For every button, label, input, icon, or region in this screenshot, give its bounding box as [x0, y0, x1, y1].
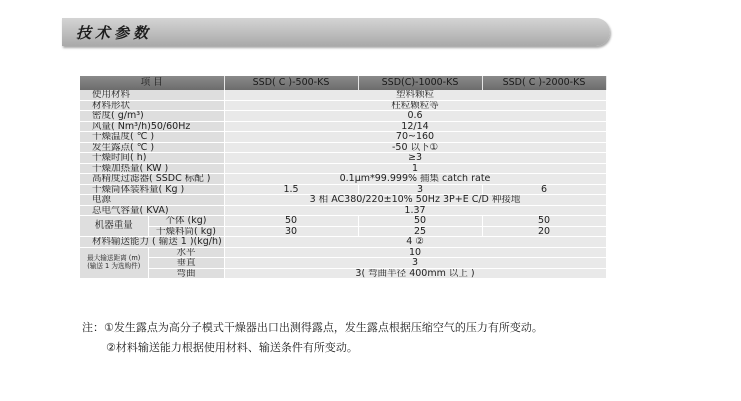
section-title: 技术参数 [76, 24, 153, 42]
row-label: 风量( Nm³/h)50/60Hz [80, 121, 224, 132]
row-label: 干燥温度( ℃ ) [80, 132, 224, 143]
note-2: ②材料输送能力根据使用材料、输送条件有所变动。 [106, 341, 358, 354]
table-row [80, 174, 606, 185]
cell-2000: 20 [482, 226, 606, 237]
row-label: 电源 [80, 195, 224, 206]
note-1 [82, 318, 543, 338]
row-group-label-line1: 最大输送距离 (m) [87, 254, 141, 263]
table-row [80, 90, 606, 100]
row-value: 1 [224, 163, 606, 174]
table-row [80, 237, 606, 248]
section-banner [62, 18, 610, 46]
table-row [80, 163, 606, 174]
header-item: 项 目 [80, 76, 224, 90]
table-row [80, 268, 606, 279]
row-sublabel: 个体 (kg) [148, 216, 224, 227]
row-value: 12/14 [224, 121, 606, 132]
row-value: 3 [224, 258, 606, 269]
table-row [80, 205, 606, 216]
table-row [80, 132, 606, 143]
table-row [80, 153, 606, 164]
cell-500: 30 [224, 226, 358, 237]
row-label: 总电气容量( KVA) [80, 205, 224, 216]
table-row [80, 258, 606, 269]
header-model-500: SSD( C )-500-KS [224, 76, 358, 90]
note-1-text: ①发生露点为高分子模式干燥器出口出测得露点，发生露点根据压缩空气的压力有所变动。 [104, 321, 543, 334]
row-label: 使用材料 [80, 90, 224, 100]
row-value: 1.37 [224, 205, 606, 216]
row-value: 塑料颗粒 [224, 90, 606, 100]
cell-1000: 25 [358, 226, 482, 237]
table-row [80, 121, 606, 132]
row-value: 0.6 [224, 111, 606, 122]
row-label: 干燥筒体装料量( Kg ) [80, 184, 224, 195]
table-row [80, 184, 606, 195]
row-label: 材料形状 [80, 100, 224, 111]
row-sublabel: 垂直 [148, 258, 224, 269]
row-value: 柱粒颗粒等 [224, 100, 606, 111]
table-row [80, 247, 606, 258]
row-value: 0.1μm*99.999% 捕集 catch rate [224, 174, 606, 185]
row-group-label [80, 247, 148, 279]
table-row [80, 195, 606, 206]
cell-1000: 50 [358, 216, 482, 227]
row-label: 材料输送能力 ( 输送 1 )(kg/h) [80, 237, 224, 248]
table-row [80, 100, 606, 111]
row-sublabel: 水平 [148, 247, 224, 258]
row-value: 10 [224, 247, 606, 258]
row-label: 高精度过滤器( SSDC 标配 ) [80, 174, 224, 185]
row-value: 3( 弯曲半径 400mm 以上 ) [224, 268, 606, 279]
cell-500: 1.5 [224, 184, 358, 195]
row-sublabel: 弯曲 [148, 268, 224, 279]
header-model-2000: SSD( C )-2000-KS [482, 76, 606, 90]
spec-table [80, 76, 607, 279]
table-row [80, 111, 606, 122]
row-label: 干燥时间( h) [80, 153, 224, 164]
row-value: 70~160 [224, 132, 606, 143]
row-value: 3 相 AC380/220±10% 50Hz 3P+E C/D 种接地 [224, 195, 606, 206]
table-header-row [80, 76, 606, 90]
note-prefix: 注： [82, 321, 104, 334]
cell-2000: 50 [482, 216, 606, 227]
row-value: -50 以下① [224, 142, 606, 153]
row-group-label: 机器重量 [80, 216, 148, 237]
row-value: ≥3 [224, 153, 606, 164]
row-label: 发生露点( ℃ ) [80, 142, 224, 153]
row-label: 密度( g/m³) [80, 111, 224, 122]
table-row [80, 142, 606, 153]
table-row [80, 216, 606, 227]
row-value: 4 ② [224, 237, 606, 248]
row-label: 干燥加热量( KW ) [80, 163, 224, 174]
cell-500: 50 [224, 216, 358, 227]
row-sublabel: 干燥料筒( kg) [148, 226, 224, 237]
header-model-1000: SSD(C)-1000-KS [358, 76, 482, 90]
table-row [80, 226, 606, 237]
notes-block [82, 318, 543, 358]
cell-1000: 3 [358, 184, 482, 195]
row-group-label-line2: (输送 1 为选购件) [87, 261, 141, 270]
cell-2000: 6 [482, 184, 606, 195]
